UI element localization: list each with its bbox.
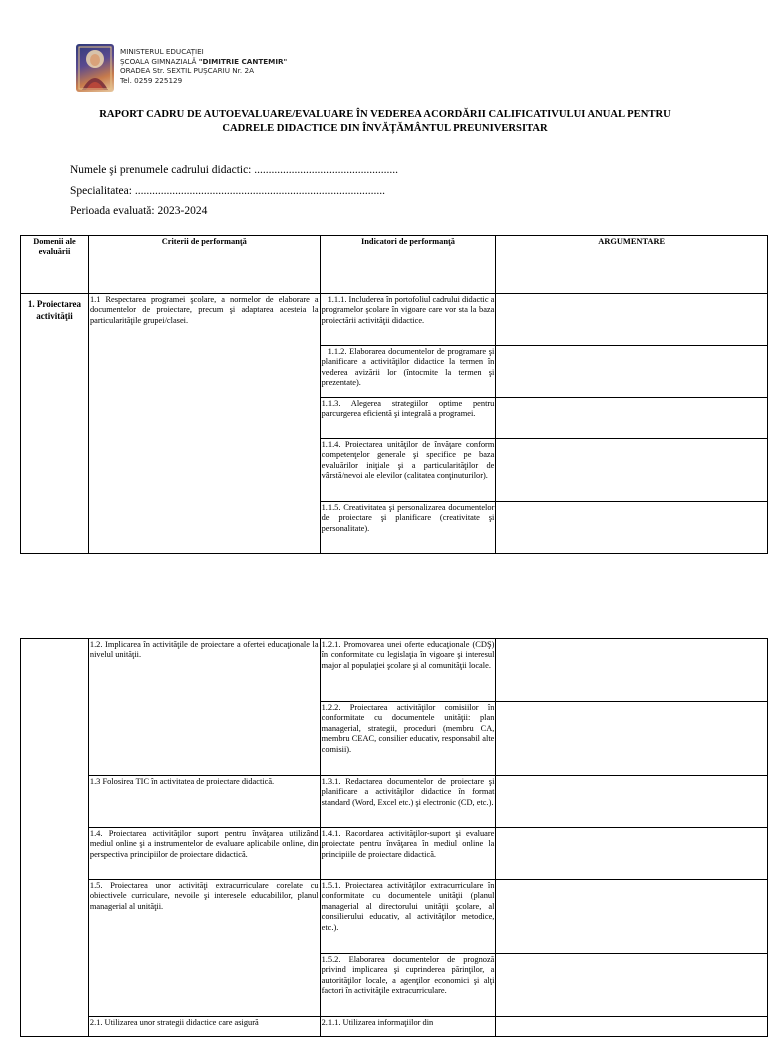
argument-cell[interactable] bbox=[496, 954, 768, 1017]
argument-cell[interactable] bbox=[496, 398, 768, 439]
title-line-2: CADRELE DIDACTICE DIN ÎNVĂȚĂMÂNTUL PREUNIVERSITAR bbox=[222, 123, 548, 134]
evaluation-table-1 bbox=[20, 235, 768, 554]
indicator-cell: 1.1.3. Alegerea strategiilor optime pentru parcurgerea eficientă şi integrală a programei. bbox=[320, 398, 496, 439]
school-logo bbox=[76, 44, 114, 92]
indicator-cell: 1.1.4. Proiectarea unităţilor de învăţare conform competenţelor generale şi specifice pe baza evaluărilor iniţiale şi a particularităţilor de vârstă/nevoi ale elevilor (calitatea conţinuturilor). bbox=[320, 439, 496, 502]
indicator-cell: 1.5.1. Proiectarea activităţilor extracurriculare în conformitate cu documentele unităţii (planul managerial al directorului unităţii şcolare, al consilierului educativ, al activităţilor metodice, etc.). bbox=[320, 880, 496, 954]
argument-cell[interactable] bbox=[496, 502, 768, 554]
letterhead bbox=[76, 44, 716, 94]
indicator-cell: 1.3.1. Redactarea documentelor de proiectare şi planificare a activităţilor didactice în format standard (Word, Excel etc.) şi electronic (CD, etc.). bbox=[320, 776, 496, 828]
argument-cell[interactable] bbox=[496, 880, 768, 954]
criterion-cell: 1.4. Proiectarea activităţilor suport pentru învăţarea utilizând mediul online şi a instrumentelor de evaluare aplicabile online, din perspectiva principiilor de proiectare didactică. bbox=[88, 828, 320, 880]
criterion-cell: 1.5. Proiectarea unor activităţi extracurriculare corelate cu obiectivele curriculare, nevoile şi interesele educabililor, planul managerial al unităţii. bbox=[88, 880, 320, 1017]
teacher-name-field: Numele şi prenumele cadrului didactic: .................................................. bbox=[70, 164, 399, 176]
title-line-1: RAPORT CADRU DE AUTOEVALUARE/EVALUARE ÎN VEDEREA ACORDĂRII CALIFICATIVULUI ANUAL PENTRU bbox=[99, 109, 671, 120]
indicator-cell: 1.1.1. Includerea în portofoliul cadrului didactic a programelor şcolare în vigoare care vor sta la baza proiectării activităţii didactice. bbox=[320, 294, 496, 346]
criterion-cell: 1.2. Implicarea în activităţile de proiectare a ofertei educaţionale la nivelul unităţii. bbox=[88, 639, 320, 776]
table-row bbox=[21, 639, 768, 702]
school-phone: Tel. 0259 225129 bbox=[120, 75, 183, 85]
table-row bbox=[21, 880, 768, 954]
evaluation-table-2 bbox=[20, 638, 768, 1037]
criterion-cell: 2.1. Utilizarea unor strategii didactice care asigură bbox=[88, 1017, 320, 1037]
table-row bbox=[21, 1017, 768, 1037]
criterion-cell: 1.1 Respectarea programei şcolare, a normelor de elaborare a documentelor de proiectare, precum şi adaptarea acesteia la particularităţile grupei/clasei. bbox=[88, 294, 320, 554]
indicator-cell: 1.1.5. Creativitatea şi personalizarea documentelor de proiectare şi planificare (creativitate şi personalitate). bbox=[320, 502, 496, 554]
school-info bbox=[120, 47, 287, 85]
indicator-cell: 1.2.2. Proiectarea activităţilor comisiilor în conformitate cu documentele unităţii: plan managerial, strategii, proceduri (membru CA, membru CEAC, consilier educativ, responsabil alte comisii). bbox=[320, 702, 496, 776]
table-row bbox=[21, 828, 768, 880]
document-title bbox=[40, 108, 730, 136]
argument-cell[interactable] bbox=[496, 702, 768, 776]
argument-cell[interactable] bbox=[496, 639, 768, 702]
table-row bbox=[21, 294, 768, 346]
header-argument: ARGUMENTARE bbox=[496, 236, 768, 294]
header-domain: Domenii ale evaluării bbox=[21, 236, 89, 294]
argument-cell[interactable] bbox=[496, 294, 768, 346]
school-address: ORADEA Str. SEXTIL PUȘCARIU Nr. 2A bbox=[120, 66, 254, 76]
header-criteria: Criterii de performanţă bbox=[88, 236, 320, 294]
argument-cell[interactable] bbox=[496, 346, 768, 398]
indicator-cell: 2.1.1. Utilizarea informaţiilor din bbox=[320, 1017, 496, 1037]
argument-cell[interactable] bbox=[496, 776, 768, 828]
specialty-field: Specialitatea: ....................................................................................... bbox=[70, 184, 385, 197]
argument-cell[interactable] bbox=[496, 1017, 768, 1037]
criterion-cell: 1.3 Folosirea TIC în activitatea de proiectare didactică. bbox=[88, 776, 320, 828]
school-name: "DIMITRIE CANTEMIR" bbox=[198, 56, 288, 66]
school-name-line bbox=[120, 57, 287, 67]
teacher-fields bbox=[70, 160, 398, 222]
header-indicators: Indicatori de performanţă bbox=[320, 236, 496, 294]
period-field: Perioada evaluată: 2023-2024 bbox=[70, 205, 208, 217]
ministry-name: MINISTERUL EDUCAȚIEI bbox=[120, 47, 204, 56]
indicator-cell: 1.5.2. Elaborarea documentelor de prognoză privind implicarea şi cuprinderea părinţilor, a autorităţilor locale, a agenţilor economici şi alţi factori în activităţile extracurriculare. bbox=[320, 954, 496, 1017]
argument-cell[interactable] bbox=[496, 439, 768, 502]
table-header-row bbox=[21, 236, 768, 294]
domain-cell-empty bbox=[21, 639, 89, 1037]
argument-cell[interactable] bbox=[496, 828, 768, 880]
indicator-cell: 1.1.2. Elaborarea documentelor de programare şi planificare a activităţilor didactice la termen în vederea avizării lor (întocmite la termen şi prezentate). bbox=[320, 346, 496, 398]
indicator-cell: 1.2.1. Promovarea unei oferte educaţionale (CDŞ) în conformitate cu legislaţia în vigoare şi interesul major al populaţiei şcolare şi al comunităţii locale. bbox=[320, 639, 496, 702]
school-prefix: ȘCOALA GIMNAZIALĂ bbox=[120, 56, 199, 66]
table-row bbox=[21, 776, 768, 828]
domain-cell: 1. Proiectarea activităţii bbox=[21, 294, 89, 554]
indicator-cell: 1.4.1. Racordarea activităţilor-suport şi evaluare proiectate pentru învăţarea în mediul online la principiile de proiectare didactică. bbox=[320, 828, 496, 880]
